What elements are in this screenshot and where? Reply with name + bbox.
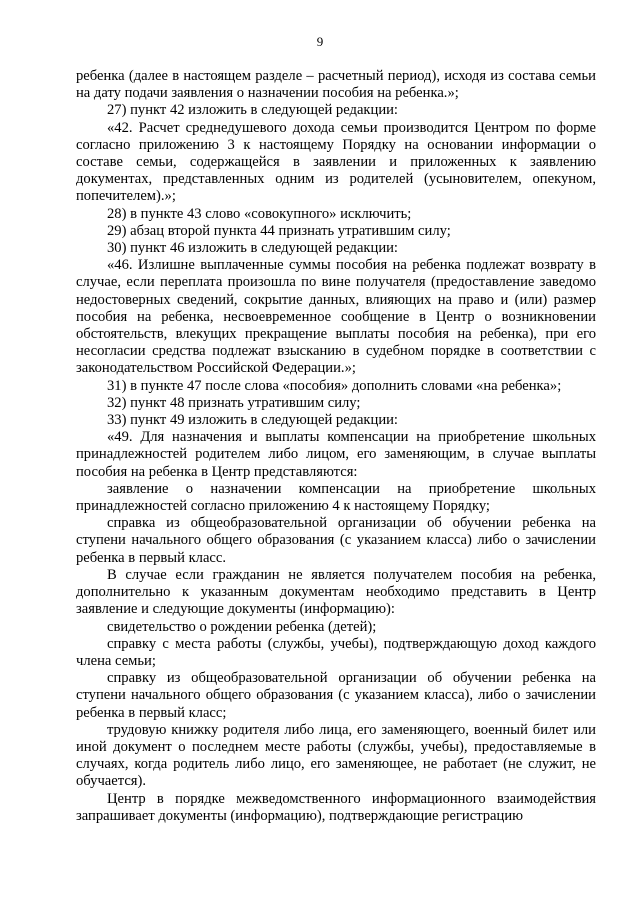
document-body	[76, 68, 596, 825]
paragraph: «46. Излишне выплаченные суммы пособия на ребенка подлежат возврату в случае, если переплата произошла по вине получателя (предоставление заведомо недостоверных сведений, сокрытие данных, влияющих на право и (или) размер пособия на ребенка, несвоевременное сообщение в Центр о возникновении обстоятельств, влекущих прекращение выплаты пособия на ребенка), при его несогласии средства подлежат взысканию в судебном порядке в соответствии с законодательством Российской Федерации.»;	[76, 257, 596, 377]
paragraph: 31) в пункте 47 после слова «пособия» дополнить словами «на ребенка»;	[107, 377, 562, 394]
paragraph: 27) пункт 42 изложить в следующей редакции:	[107, 102, 398, 119]
paragraph: справку с места работы (службы, учебы), подтверждающую доход каждого члена семьи;	[76, 635, 596, 669]
paragraph: «49. Для назначения и выплаты компенсации на приобретение школьных принадлежностей родителем либо лицом, его заменяющим, в случае выплаты пособия на ребенка в Центр представляются:	[76, 429, 596, 480]
paragraph: свидетельство о рождении ребенка (детей);	[107, 618, 377, 635]
paragraph: Центр в порядке межведомственного информационного взаимодействия запрашивает документы (информацию), подтверждающие регистрацию	[76, 790, 596, 824]
paragraph: 29) абзац второй пункта 44 признать утратившим силу;	[107, 222, 451, 239]
page-number: 9	[316, 34, 324, 49]
paragraph: трудовую книжку родителя либо лица, его заменяющего, военный билет или иной документ о последнем месте работы (службы, учебы), предоставляемые в случаях, когда родитель либо лицо, его заменяющее, не работает (не служит, не обучается).	[76, 721, 596, 790]
paragraph: 32) пункт 48 признать утратившим силу;	[107, 394, 361, 411]
paragraph: справку из общеобразовательной организации об обучении ребенка на ступени начального общего образования (с указанием класса), либо о зачислении ребенка в первый класс;	[76, 670, 596, 721]
paragraph: ребенка (далее в настоящем разделе – расчетный период), исходя из состава семьи на дату подачи заявления о назначении пособия на ребенка.»;	[76, 68, 596, 102]
paragraph: 33) пункт 49 изложить в следующей редакции:	[107, 412, 398, 429]
paragraph: 28) в пункте 43 слово «совокупного» исключить;	[107, 205, 412, 222]
paragraph: 30) пункт 46 изложить в следующей редакции:	[107, 240, 398, 257]
paragraph: справка из общеобразовательной организации об обучении ребенка на ступени начального общего образования (с указанием класса) либо о зачислении ребенка в первый класс.	[76, 515, 596, 566]
paragraph: «42. Расчет среднедушевого дохода семьи производится Центром по форме согласно приложению 3 к настоящему Порядку на основании информации о составе семьи, содержащейся в заявлении и приложенных к заявлению документах, представленных одним из родителей (усыновителем, опекуном, попечителем).»;	[76, 119, 596, 205]
paragraph: В случае если гражданин не является получателем пособия на ребенка, дополнительно к указанным документам необходимо представить в Центр заявление и следующие документы (информацию):	[76, 566, 596, 618]
paragraph: заявление о назначении компенсации на приобретение школьных принадлежностей согласно приложению 4 к настоящему Порядку;	[76, 480, 596, 515]
